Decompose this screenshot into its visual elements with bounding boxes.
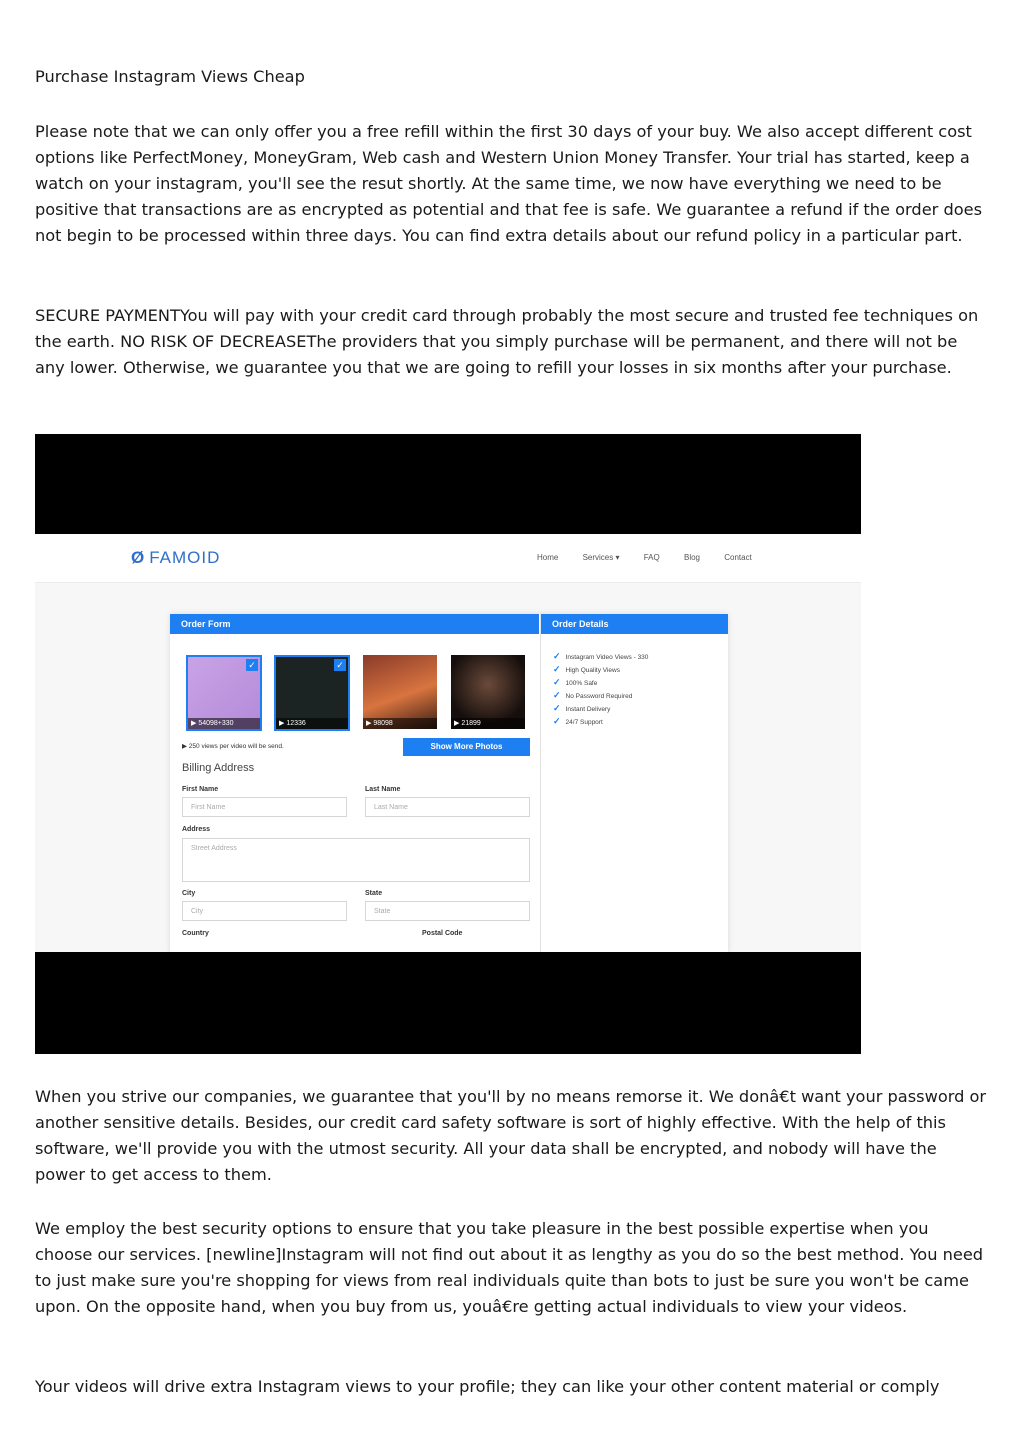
site-navbar: [35, 534, 861, 583]
city-label: City: [182, 890, 196, 897]
order-panel: [170, 614, 728, 952]
check-icon: ✓: [553, 651, 561, 661]
paragraph-refill: Please note that we can only offer you a free refill within the first 30 days of your buy. We also accept different cost options like PerfectMoney, MoneyGram, Web cash and Western Union Money Transfer. Your trial has started, keep a watch on your instagram, you'll see the resut shortly. At the same time, we now have everything we need to be positive that transactions are as encrypted as potential and that fee is safe. We guarantee a refund if the order does not begin to be processed within three days. You can find extra details about our refund policy in a particular part.: [35, 122, 983, 245]
list-item: ✓ 100% Safe: [553, 677, 598, 687]
order-details-header: Order Details: [541, 614, 728, 634]
nav-contact: Contact: [724, 553, 752, 562]
list-item: ✓ No Password Required: [553, 690, 633, 700]
check-icon: ✓: [553, 716, 561, 726]
video-thumb: ✓ ▶ 54098+330: [186, 655, 262, 731]
postal-code-label: Postal Code: [422, 930, 463, 937]
article-title: Purchase Instagram Views Cheap: [35, 67, 305, 86]
paragraph-secure-payment: SECURE PAYMENTYou will pay with your credit card through probably the most secure and trusted fee techniques on the earth. NO RISK OF DECREASEThe providers that you simply purchase will be permanent, and there will not be any lower. Otherwise, we guarantee you that we are going to refill your losses in six months after your purchase.: [35, 306, 979, 377]
address-label: Address: [182, 826, 211, 833]
city-field: City: [182, 901, 347, 921]
check-icon: ✓: [553, 677, 561, 687]
video-thumb: ▶ 21899: [451, 655, 525, 729]
nav-home: Home: [537, 553, 559, 562]
last-name-label: Last Name: [365, 786, 401, 793]
check-icon: ✓: [553, 690, 561, 700]
views-note: ▶ 250 views per video will be send.: [182, 743, 284, 750]
billing-address-heading: Billing Address: [182, 762, 255, 774]
first-name-label: First Name: [182, 786, 219, 793]
address-field: Street Address: [182, 838, 530, 882]
check-icon: ✓: [553, 664, 561, 674]
state-label: State: [365, 890, 383, 897]
last-name-field: Last Name: [365, 797, 530, 817]
nav-services: Services ▾: [582, 553, 620, 562]
list-item: ✓ Instant Delivery: [553, 703, 611, 713]
first-name-field: First Name: [182, 797, 347, 817]
check-icon: ✓: [246, 659, 258, 671]
nav-links: [537, 553, 774, 562]
video-thumb: ✓ ▶ 12336: [274, 655, 350, 731]
state-field: State: [365, 901, 530, 921]
video-frame-screenshot: [35, 534, 861, 952]
list-item: ✓ Instagram Video Views - 330: [553, 651, 649, 661]
show-more-photos-button: Show More Photos: [403, 738, 530, 756]
paragraph-guarantee: When you strive our companies, we guarantee that you'll by no means remorse it. We donâ€t want your password or another sensitive details. Besides, our credit card safety software is sort of highly effective. With the help of this software, we'll provide you with the utmost security. All your data shall be encrypted, and nobody will have the power to get access to them.: [35, 1087, 987, 1184]
embedded-video[interactable]: [35, 434, 861, 1054]
paragraph-security-options: We employ the best security options to ensure that you take pleasure in the best possible expertise when you choose our services. [newline]Instagram will not find out about it as lengthy as you do so the best method. You need to just make sure you're shopping for views from real individuals quite than bots to just be sure you won't be came upon. On the opposite hand, when you buy from us, youâ€re getting actual individuals to view your videos.: [35, 1219, 984, 1316]
country-label: Country: [182, 930, 209, 937]
check-icon: ✓: [553, 703, 561, 713]
video-thumb: ▶ 98098: [363, 655, 437, 729]
check-icon: ✓: [334, 659, 346, 671]
panel-divider: [540, 614, 541, 952]
logo-icon: Ø: [131, 548, 146, 567]
nav-faq: FAQ: [643, 553, 660, 562]
famoid-logo: Ø FAMOID: [131, 548, 221, 567]
nav-blog: Blog: [683, 553, 700, 562]
list-item: ✓ 24/7 Support: [553, 716, 603, 726]
paragraph-drive-views: Your videos will drive extra Instagram views to your profile; they can like your other content material or comply: [35, 1377, 940, 1396]
order-form-header: Order Form: [170, 614, 539, 634]
order-details-list: [553, 650, 648, 728]
list-item: ✓ High Quality Views: [553, 664, 620, 674]
